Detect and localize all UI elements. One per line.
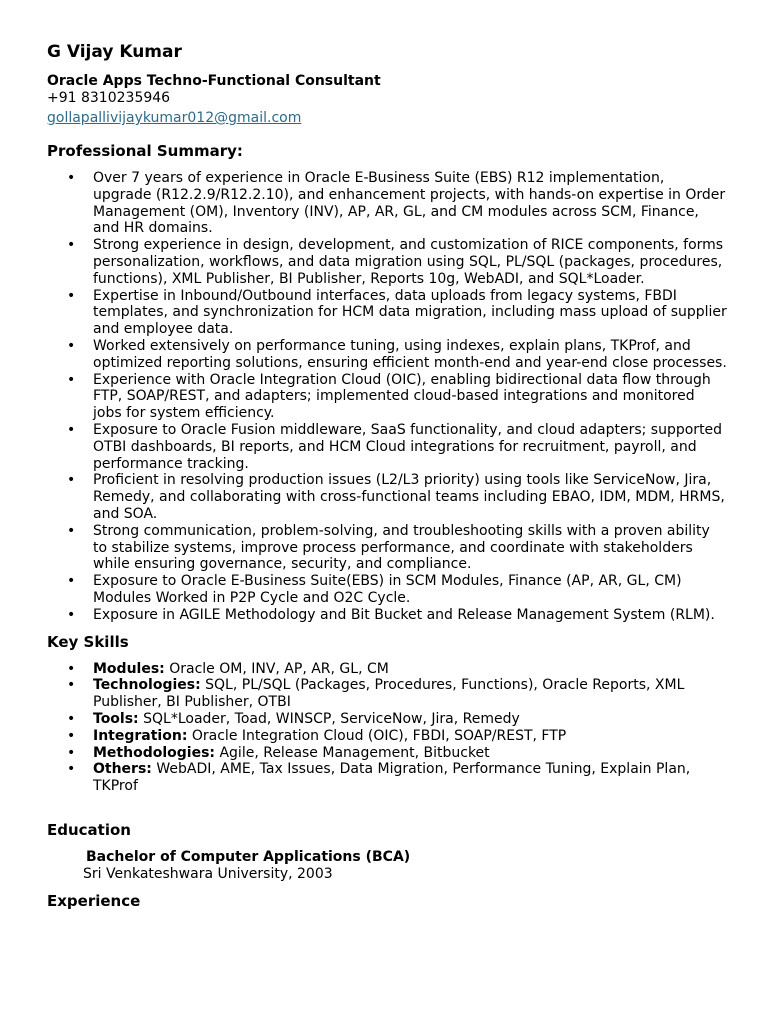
summary-item <box>47 170 727 237</box>
summary-item-text: Exposure to Oracle Fusion middleware, SaaS functionality, and cloud adapters; supported OTBI dashboards, BI reports, and HCM Cloud integrations for recruitment, payroll, and performance tracking. <box>93 421 723 472</box>
degree-title: Bachelor of Computer Applications (BCA) <box>86 848 411 865</box>
summary-item-text: Strong experience in design, development, and customization of RICE components, forms personalization, workflows, and data migration using SQL, PL/SQL (packages, procedures, functions), XML Publisher, BI Publisher, Reports 10g, WebADI, and SQL*Loader. <box>93 237 724 287</box>
summary-item-text: Worked extensively on performance tuning, using indexes, explain plans, TKProf, and optimized reporting solutions, ensuring efficient month-end and year-end close processes. <box>93 337 727 371</box>
education-heading: Education <box>47 820 131 839</box>
summary-item <box>47 523 727 573</box>
skill-values: Oracle Integration Cloud (OIC), FBDI, SOAP/REST, FTP <box>187 727 567 744</box>
summary-item-text: Expertise in Inbound/Outbound interfaces, data uploads from legacy systems, FBDI templates, and synchronization for HCM data migration, including mass upload of supplier and employee data. <box>93 287 727 338</box>
bullet-icon: • <box>67 660 76 677</box>
bullet-icon: • <box>67 170 76 186</box>
skill-values: Oracle OM, INV, AP, AR, GL, CM <box>164 660 389 677</box>
summary-item-text: Proficient in resolving production issues (L2/L3 priority) using tools like ServiceNow, Jira, Remedy, and collaborating with cross-functional teams including EBAO, IDM, MDM, HRMS, and SOA. <box>93 472 725 522</box>
bullet-icon: • <box>67 421 76 438</box>
bullet-icon: • <box>67 606 76 623</box>
skill-item <box>47 745 727 762</box>
candidate-name: G Vijay Kumar <box>47 42 182 62</box>
summary-item-text: Over 7 years of experience in Oracle E-Business Suite (EBS) R12 implementation, upgrade (R12.2.9/R12.2.10), and enhancement projects, with hands-on expertise in Order Management (OM), Inventory (INV), AP, AR, GL, and CM modules across SCM, Finance, and HR domains. <box>93 170 726 237</box>
summary-item-text: Exposure in AGILE Methodology and Bit Bucket and Release Management System (RLM). <box>93 606 715 623</box>
bullet-icon: • <box>67 710 76 727</box>
skills-list <box>47 661 727 795</box>
skill-item <box>47 711 727 728</box>
summary-item <box>47 472 727 522</box>
skill-item <box>47 761 727 795</box>
summary-item <box>47 607 727 624</box>
skill-item <box>47 728 727 745</box>
skill-category: Tools: <box>93 710 139 727</box>
summary-item-text: Strong communication, problem-solving, and troubleshooting skills with a proven ability to stabilize systems, improve process performance, and coordinate with stakeholders while ensuring governance, security, and compliance. <box>93 522 710 573</box>
bullet-icon: • <box>67 573 76 590</box>
skill-category: Others: <box>93 761 152 778</box>
skill-values: SQL*Loader, Toad, WINSCP, ServiceNow, Jira, Remedy <box>138 710 520 727</box>
skill-category: Methodologies: <box>93 744 216 761</box>
bullet-icon: • <box>67 522 76 539</box>
summary-item <box>47 573 727 607</box>
skill-category: Technologies: <box>93 677 201 694</box>
key-skills-heading: Key Skills <box>47 632 129 651</box>
job-title: Oracle Apps Techno-Functional Consultant <box>47 73 381 89</box>
summary-item-text: Experience with Oracle Integration Cloud (OIC), enabling bidirectional data flow through FTP, SOAP/REST, and adapters; implemented cloud-based integrations and monitored jobs for system efficiency. <box>93 371 711 422</box>
bullet-icon: • <box>67 337 76 354</box>
summary-item-text: Exposure to Oracle E-Business Suite(EBS) in SCM Modules, Finance (AP, AR, GL, CM) Modules Worked in P2P Cycle and O2C Cycle. <box>93 573 682 606</box>
skill-item <box>47 661 727 678</box>
skill-values: WebADI, AME, Tax Issues, Data Migration, Performance Tuning, Explain Plan, TKProf <box>93 761 691 795</box>
summary-item <box>47 338 727 372</box>
summary-item <box>47 422 727 472</box>
experience-heading: Experience <box>47 891 141 910</box>
skill-category: Integration: <box>93 727 188 744</box>
bullet-icon: • <box>67 727 76 744</box>
skill-item <box>47 677 727 711</box>
bullet-icon: • <box>67 677 76 694</box>
summary-item <box>47 372 727 422</box>
bullet-icon: • <box>67 761 76 778</box>
resume-page <box>47 40 727 911</box>
bullet-icon: • <box>67 472 76 489</box>
skill-values: SQL, PL/SQL (Packages, Procedures, Functions), Oracle Reports, XML Publisher, BI Publisher, OTBI <box>93 677 685 711</box>
phone-number: +91 8310235946 <box>47 90 171 106</box>
summary-list <box>47 170 727 624</box>
university-name: Sri Venkateshwara University, 2003 <box>83 865 333 882</box>
summary-item <box>47 288 727 338</box>
bullet-icon: • <box>67 371 76 388</box>
skill-values: Agile, Release Management, Bitbucket <box>215 744 490 761</box>
bullet-icon: • <box>67 287 76 304</box>
bullet-icon: • <box>67 744 76 761</box>
bullet-icon: • <box>67 237 76 254</box>
skill-category: Modules: <box>93 660 165 677</box>
email-link[interactable]: gollapallivijaykumar012@gmail.com <box>47 110 302 126</box>
summary-heading: Professional Summary: <box>47 142 243 160</box>
summary-item <box>47 237 727 287</box>
